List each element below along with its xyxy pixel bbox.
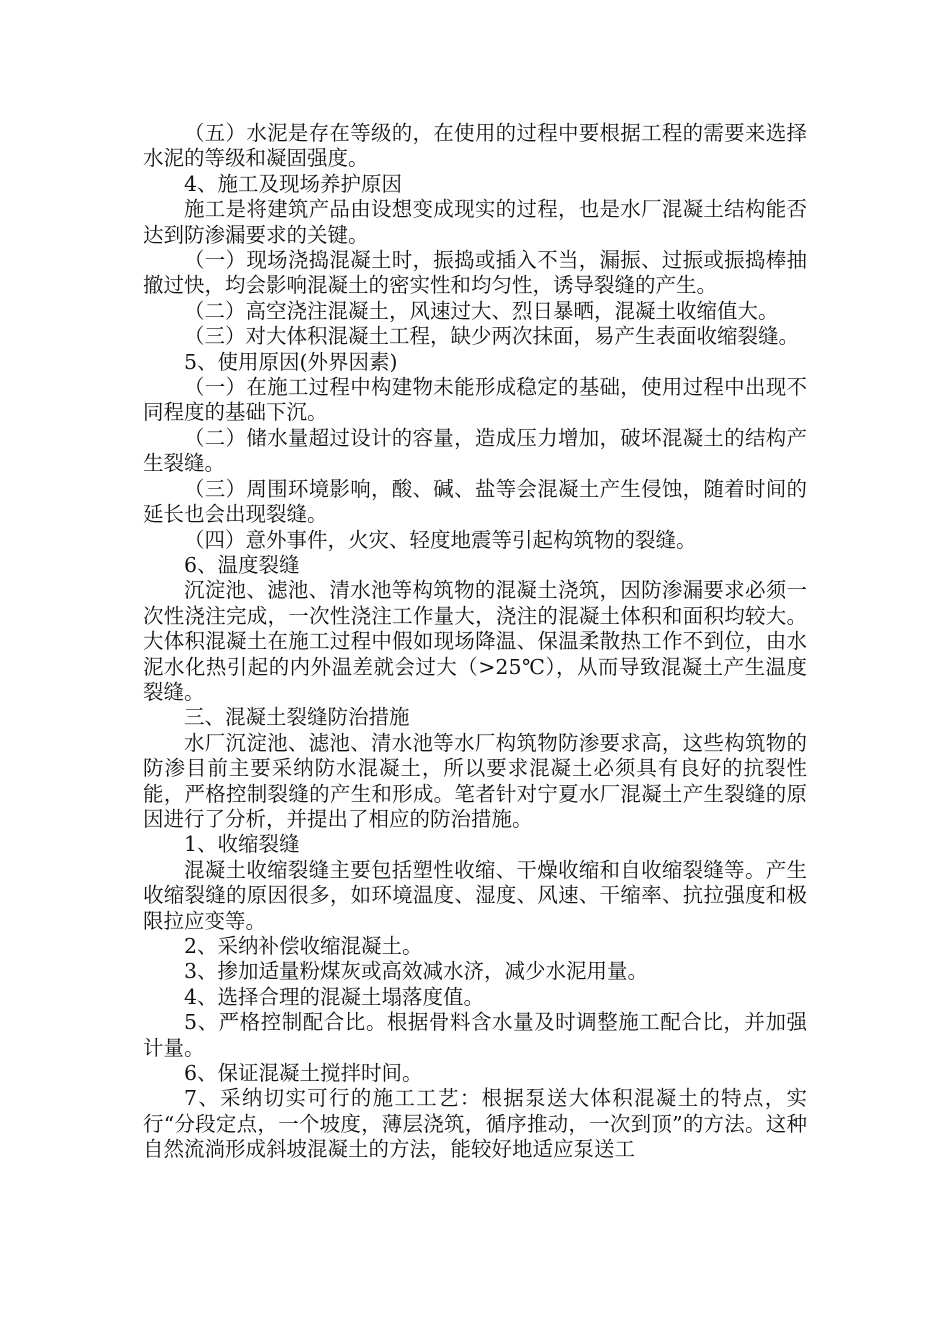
list-item-fly-ash: 3、掺加适量粉煤灰或高效减水济，减少水泥用量。 xyxy=(184,959,649,984)
paragraph-mass-concrete-plastering: （三）对大体积混凝土工程，缺少两次抹面，易产生表面收缩裂缝。 xyxy=(184,324,799,349)
heading-prevention-measures: 三、混凝土裂缝防治措施 xyxy=(184,705,410,730)
list-item-mix-ratio: 5、严格控制配合比。根据骨料含水量及时调整施工配合比，并加强计量。 xyxy=(143,1010,807,1060)
paragraph-construction-key: 施工是将建筑产品由设想变成现实的过程，也是水厂混凝土结构能否达到防渗漏要求的关键。 xyxy=(143,197,807,247)
paragraph-cement-grade: （五）水泥是存在等级的，在使用的过程中要根据工程的需要来选择水泥的等级和凝固强度。 xyxy=(143,121,807,171)
list-item-compensating-concrete: 2、采纳补偿收缩混凝土。 xyxy=(184,934,423,958)
paragraph-temperature-cracks: 沉淀池、滤池、清水池等构筑物的混凝土浇筑，因防渗漏要求必须一次性浇注完成，一次性浇注工作量大，浇注的混凝土体积和面积均较大。大体积混凝土在施工过程中假如现场降温、保温柔散热工作不到位，由水泥水化热引起的内外温差就会过大（>25℃），从而导致混凝土产生温度裂缝。 xyxy=(143,578,807,704)
list-item-slump-value: 4、选择合理的混凝土塌落度值。 xyxy=(184,984,485,1009)
list-item-construction-process: 7、采纳切实可行的施工工艺：根据泵送大体积混凝土的特点，实行“分段定点，一个坡度，薄层浇筑，循序推动，一次到顶”的方法。这种自然流淌形成斜坡混凝土的方法，能较好地适应泵送工 xyxy=(143,1086,807,1162)
paragraph-foundation-settlement: （一）在施工过程中构建物未能形成稳定的基础，使用过程中出现不同程度的基础下沉。 xyxy=(143,375,807,425)
paragraph-shrinkage-cracks: 混凝土收缩裂缝主要包括塑性收缩、干燥收缩和自收缩裂缝等。产生收缩裂缝的原因很多，如环境温度、湿度、风速、干缩率、抗拉强度和极限拉应变等。 xyxy=(143,857,807,933)
paragraph-environment-erosion: （三）周围环境影响，酸、碱、盐等会混凝土产生侵蚀，随着时间的延长也会出现裂缝。 xyxy=(143,476,807,527)
heading-shrinkage-cracks: 1、收缩裂缝 xyxy=(184,832,300,857)
paragraph-prevention-intro: 水厂沉淀池、滤池、清水池等水厂构筑物防渗要求高，这些构筑物的防渗目前主要采纳防水混凝土，所以要求混凝土必须具有良好的抗裂性能，严格控制裂缝的产生和形成。笔者针对宁夏水厂混凝土产生裂缝的原因进行了分析，并提出了相应的防治措施。 xyxy=(143,730,807,831)
list-item-mixing-time: 6、保证混凝土搅拌时间。 xyxy=(184,1061,423,1086)
paragraph-water-capacity: （二）储水量超过设计的容量，造成压力增加，破坏混凝土的结构产生裂缝。 xyxy=(143,425,807,476)
paragraph-high-altitude-pouring: （二）高空浇注混凝土，风速过大、烈日暴晒，混凝土收缩值大。 xyxy=(184,298,779,323)
paragraph-accidents: （四）意外事件，火灾、轻度地震等引起构筑物的裂缝。 xyxy=(184,527,697,552)
document-body xyxy=(143,121,807,1163)
paragraph-vibration: （一）现场浇捣混凝土时，振捣或插入不当，漏振、过振或振捣棒抽撤过快，均会影响混凝土的密实性和均匀性，诱导裂缝的产生。 xyxy=(143,248,807,298)
heading-temperature-cracks: 6、温度裂缝 xyxy=(184,552,300,577)
heading-usage-causes: 5、使用原因(外界因素) xyxy=(184,349,398,374)
heading-construction-causes: 4、施工及现场养护原因 xyxy=(184,171,403,196)
